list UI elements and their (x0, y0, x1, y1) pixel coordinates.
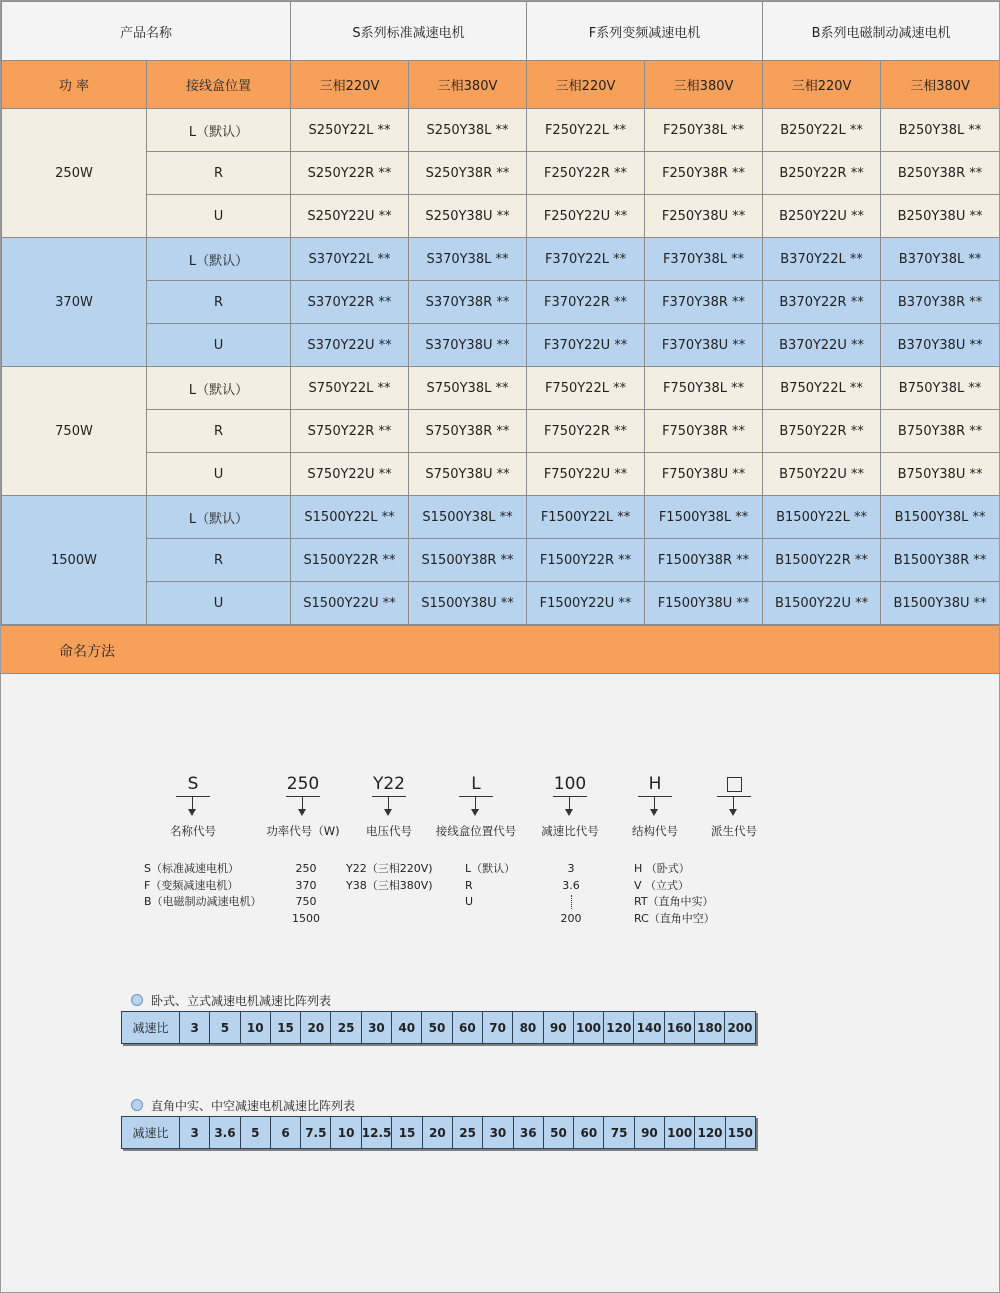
option-text: H （卧式） (634, 862, 690, 875)
table-row (2, 195, 1000, 238)
model-code-cell: S1500Y22L ** (291, 496, 409, 539)
model-code-cell: F370Y38L ** (645, 238, 763, 281)
table-row (2, 238, 1000, 281)
box-position-cell: L（默认） (147, 238, 291, 281)
model-code-cell: B1500Y38R ** (881, 539, 1000, 582)
model-code-cell: B750Y38L ** (881, 367, 1000, 410)
ratio-value-cell: 15 (270, 1012, 300, 1044)
model-code-cell: B370Y22R ** (763, 281, 881, 324)
ratio-value-cell: 3.6 (210, 1117, 240, 1149)
model-code-cell: F1500Y22U ** (527, 582, 645, 625)
model-table (1, 1, 1000, 625)
name-options (144, 861, 262, 911)
model-code-cell: F370Y22U ** (527, 324, 645, 367)
ratio-value-cell: 30 (483, 1117, 513, 1149)
ratio-value-cell: 90 (543, 1012, 573, 1044)
option-text: 200 (560, 912, 582, 926)
ratio-row (122, 1012, 756, 1044)
option-text: 1500 (292, 912, 320, 926)
model-code-cell: B250Y38L ** (881, 109, 1000, 152)
model-code-cell: S250Y22L ** (291, 109, 409, 152)
bullet-circle-icon (131, 1099, 143, 1111)
ratio-value-cell: 30 (361, 1012, 391, 1044)
model-code-cell: S250Y22R ** (291, 152, 409, 195)
model-code-cell: B250Y22L ** (763, 109, 881, 152)
power-cell: 750W (2, 367, 147, 496)
model-code-cell: F250Y22U ** (527, 195, 645, 238)
power-cell: 250W (2, 109, 147, 238)
option-text: 3 (567, 862, 575, 875)
model-code-cell: S750Y22U ** (291, 453, 409, 496)
model-code-cell: S750Y38L ** (409, 367, 527, 410)
ratio-value-cell: 25 (452, 1117, 482, 1149)
table-row (2, 582, 1000, 625)
model-code-cell: F250Y38U ** (645, 195, 763, 238)
arrow-down-icon (553, 797, 587, 817)
product-name-header: 产品名称 (2, 2, 291, 61)
model-code-cell: S250Y38R ** (409, 152, 527, 195)
model-code-cell: S1500Y38L ** (409, 496, 527, 539)
naming-label: 接线盒位置代号 (435, 824, 517, 838)
voltage-header: 三相380V (409, 61, 527, 109)
box-position-cell: L（默认） (147, 367, 291, 410)
box-position-cell: U (147, 582, 291, 625)
model-code-cell: F1500Y22R ** (527, 539, 645, 582)
ratio-value-cell: 80 (513, 1012, 543, 1044)
table-row (2, 496, 1000, 539)
naming-symbol: 100 (553, 774, 587, 794)
naming-symbol: 250 (286, 774, 320, 794)
ratio-label-cell: 减速比 (122, 1117, 180, 1149)
model-code-cell: S370Y22R ** (291, 281, 409, 324)
model-code-cell: B370Y38L ** (881, 238, 1000, 281)
arrow-down-icon (286, 797, 320, 817)
model-code-cell: F370Y38U ** (645, 324, 763, 367)
voltage-header: 三相220V (527, 61, 645, 109)
model-code-cell: F750Y38U ** (645, 453, 763, 496)
model-code-cell: F750Y22L ** (527, 367, 645, 410)
model-code-cell: F750Y38L ** (645, 367, 763, 410)
arrow-down-icon (176, 797, 210, 817)
model-code-cell: B370Y38U ** (881, 324, 1000, 367)
ratio-value-cell: 15 (392, 1117, 422, 1149)
model-code-cell: S750Y22R ** (291, 410, 409, 453)
ratio-table-1 (121, 1011, 756, 1044)
naming-label: 结构代号 (632, 824, 678, 838)
ratio-value-cell: 200 (725, 1012, 755, 1044)
arrow-down-icon (638, 797, 672, 817)
ratio-value-cell: 36 (513, 1117, 543, 1149)
ratio-value-cell: 120 (695, 1117, 725, 1149)
ratio-row (122, 1117, 756, 1149)
table-row (2, 152, 1000, 195)
ratio-value-cell: 120 (604, 1012, 634, 1044)
model-code-cell: B1500Y22U ** (763, 582, 881, 625)
option-text: RT（直角中实） (634, 895, 714, 909)
box-position-cell: R (147, 152, 291, 195)
box-position-cell: U (147, 324, 291, 367)
model-code-cell: B250Y22U ** (763, 195, 881, 238)
option-text: RC（直角中空） (634, 912, 715, 926)
table-row (2, 410, 1000, 453)
ratio-value-cell: 25 (331, 1012, 361, 1044)
ratio-value-cell: 180 (695, 1012, 725, 1044)
ratio-value-cell: 5 (210, 1012, 240, 1044)
box-position-cell: R (147, 410, 291, 453)
model-code-cell: B370Y22U ** (763, 324, 881, 367)
ratio-value-cell: 40 (392, 1012, 422, 1044)
square-icon (727, 777, 742, 792)
naming-label: 派生代号 (711, 824, 757, 838)
ratio-value-cell: 90 (634, 1117, 664, 1149)
ratio-value-cell: 3 (180, 1012, 210, 1044)
model-code-cell: B1500Y38L ** (881, 496, 1000, 539)
model-code-cell: S370Y38L ** (409, 238, 527, 281)
ratio-value-cell: 6 (270, 1117, 300, 1149)
model-code-cell: S370Y38U ** (409, 324, 527, 367)
model-code-cell: F370Y22R ** (527, 281, 645, 324)
naming-part (674, 774, 794, 839)
model-code-cell: F370Y38R ** (645, 281, 763, 324)
ratio-table-1-title (131, 992, 331, 1009)
model-code-cell: F750Y22U ** (527, 453, 645, 496)
model-code-cell: S250Y38L ** (409, 109, 527, 152)
naming-symbol: S (187, 774, 199, 794)
box-position-cell: U (147, 195, 291, 238)
model-code-cell: F370Y22L ** (527, 238, 645, 281)
power-header: 功 率 (2, 61, 147, 109)
model-code-cell: F1500Y22L ** (527, 496, 645, 539)
arrow-down-icon (459, 797, 493, 817)
naming-label: 功率代号（W) (266, 824, 340, 838)
model-code-cell: S370Y38R ** (409, 281, 527, 324)
model-code-cell: B370Y22L ** (763, 238, 881, 281)
model-code-cell: S370Y22L ** (291, 238, 409, 281)
option-text: R (465, 878, 473, 892)
voltage-header: 三相380V (881, 61, 1000, 109)
model-code-cell: F250Y38L ** (645, 109, 763, 152)
ratio-table-2 (121, 1116, 756, 1149)
ratio-table-2-title (131, 1097, 355, 1114)
option-text: F（变频减速电机） (144, 878, 239, 892)
voltage-options (346, 861, 433, 894)
series-f-header: F系列变频减速电机 (527, 2, 763, 61)
subheader-row (2, 61, 1000, 109)
option-text: Y38（三相380V) (346, 878, 433, 892)
model-code-cell: B1500Y22L ** (763, 496, 881, 539)
option-text: 750 (295, 895, 317, 909)
bullet-circle-icon (131, 994, 143, 1006)
model-code-cell: B250Y22R ** (763, 152, 881, 195)
box-position-cell: R (147, 281, 291, 324)
model-code-cell: S1500Y38U ** (409, 582, 527, 625)
model-code-cell: S250Y38U ** (409, 195, 527, 238)
table-row (2, 367, 1000, 410)
model-code-cell: F1500Y38L ** (645, 496, 763, 539)
arrow-down-icon (372, 797, 406, 817)
model-code-cell: F1500Y38U ** (645, 582, 763, 625)
table-row (2, 324, 1000, 367)
model-code-cell: F1500Y38R ** (645, 539, 763, 582)
model-code-cell: S1500Y22R ** (291, 539, 409, 582)
ratio-table-title-text: 卧式、立式减速电机减速比阵列表 (151, 994, 332, 1008)
model-code-cell: F250Y38R ** (645, 152, 763, 195)
voltage-header: 三相220V (763, 61, 881, 109)
box-position-header: 接线盒位置 (147, 61, 291, 109)
ratio-options (559, 861, 583, 928)
ratio-table-title-text: 直角中实、中空减速电机减速比阵列表 (151, 1099, 356, 1113)
vertical-ellipsis-icon (559, 894, 583, 911)
box-position-cell: R (147, 539, 291, 582)
model-code-cell: B1500Y22R ** (763, 539, 881, 582)
model-code-cell: B750Y38R ** (881, 410, 1000, 453)
ratio-value-cell: 160 (664, 1012, 694, 1044)
structure-options (634, 861, 715, 928)
option-text: B（电磁制动减速电机） (144, 895, 262, 909)
model-code-cell: S750Y22L ** (291, 367, 409, 410)
voltage-header: 三相220V (291, 61, 409, 109)
naming-symbol: Y22 (372, 774, 406, 794)
naming-label: 减速比代号 (541, 824, 599, 838)
ratio-value-cell: 5 (240, 1117, 270, 1149)
series-s-header: S系列标准减速电机 (291, 2, 527, 61)
header-row (2, 2, 1000, 61)
model-code-cell: S370Y22U ** (291, 324, 409, 367)
option-text: 3.6 (562, 878, 580, 892)
model-code-cell: B250Y38U ** (881, 195, 1000, 238)
table-row (2, 539, 1000, 582)
ratio-value-cell: 3 (180, 1117, 210, 1149)
ratio-value-cell: 50 (543, 1117, 573, 1149)
ratio-value-cell: 20 (301, 1012, 331, 1044)
option-text: V （立式） (634, 878, 690, 892)
naming-label: 电压代号 (366, 824, 412, 838)
box-position-cell: L（默认） (147, 496, 291, 539)
ratio-value-cell: 12.5 (361, 1117, 392, 1149)
ratio-value-cell: 100 (573, 1012, 603, 1044)
ratio-value-cell: 60 (452, 1012, 482, 1044)
option-text: L（默认） (465, 862, 516, 875)
box-position-cell: L（默认） (147, 109, 291, 152)
model-code-cell: F250Y22R ** (527, 152, 645, 195)
naming-section-bar (1, 625, 999, 674)
ratio-value-cell: 60 (574, 1117, 604, 1149)
naming-title: 命名方法 (59, 644, 115, 660)
placeholder-square-icon (674, 774, 794, 794)
model-code-cell: F750Y22R ** (527, 410, 645, 453)
naming-symbol: L (471, 774, 481, 794)
power-cell: 1500W (2, 496, 147, 625)
model-code-cell: B750Y38U ** (881, 453, 1000, 496)
model-code-cell: B250Y38R ** (881, 152, 1000, 195)
ratio-value-cell: 10 (331, 1117, 361, 1149)
model-code-cell: B750Y22L ** (763, 367, 881, 410)
option-text: U (465, 895, 474, 909)
series-b-header: B系列电磁制动减速电机 (763, 2, 1000, 61)
ratio-value-cell: 10 (240, 1012, 270, 1044)
model-code-cell: F750Y38R ** (645, 410, 763, 453)
ratio-value-cell: 100 (665, 1117, 695, 1149)
model-code-cell: S1500Y38R ** (409, 539, 527, 582)
ratio-value-cell: 140 (634, 1012, 664, 1044)
model-code-cell: F250Y22L ** (527, 109, 645, 152)
table-row (2, 281, 1000, 324)
arrow-down-icon (717, 797, 751, 817)
option-text: Y22（三相220V) (346, 862, 433, 875)
ratio-value-cell: 20 (422, 1117, 452, 1149)
naming-part (133, 774, 253, 839)
ratio-label-cell: 减速比 (122, 1012, 180, 1044)
ratio-value-cell: 70 (482, 1012, 512, 1044)
model-code-cell: B750Y22U ** (763, 453, 881, 496)
box-position-cell: U (147, 453, 291, 496)
option-text: 250 (295, 862, 317, 875)
table-row (2, 453, 1000, 496)
box-options (465, 861, 515, 911)
model-code-cell: B1500Y38U ** (881, 582, 1000, 625)
naming-symbol: H (648, 774, 662, 794)
model-code-cell: S1500Y22U ** (291, 582, 409, 625)
model-code-cell: S750Y38U ** (409, 453, 527, 496)
naming-label: 名称代号 (170, 824, 216, 838)
ratio-value-cell: 150 (725, 1117, 755, 1149)
ratio-value-cell: 75 (604, 1117, 634, 1149)
model-code-cell: S750Y38R ** (409, 410, 527, 453)
option-text: S（标准减速电机） (144, 862, 239, 875)
model-code-cell: S250Y22U ** (291, 195, 409, 238)
power-cell: 370W (2, 238, 147, 367)
option-text: 370 (295, 878, 317, 892)
ratio-value-cell: 50 (422, 1012, 452, 1044)
voltage-header: 三相380V (645, 61, 763, 109)
model-code-cell: B370Y38R ** (881, 281, 1000, 324)
table-row (2, 109, 1000, 152)
model-code-cell: B750Y22R ** (763, 410, 881, 453)
power-options (292, 861, 320, 928)
ratio-value-cell: 7.5 (301, 1117, 331, 1149)
